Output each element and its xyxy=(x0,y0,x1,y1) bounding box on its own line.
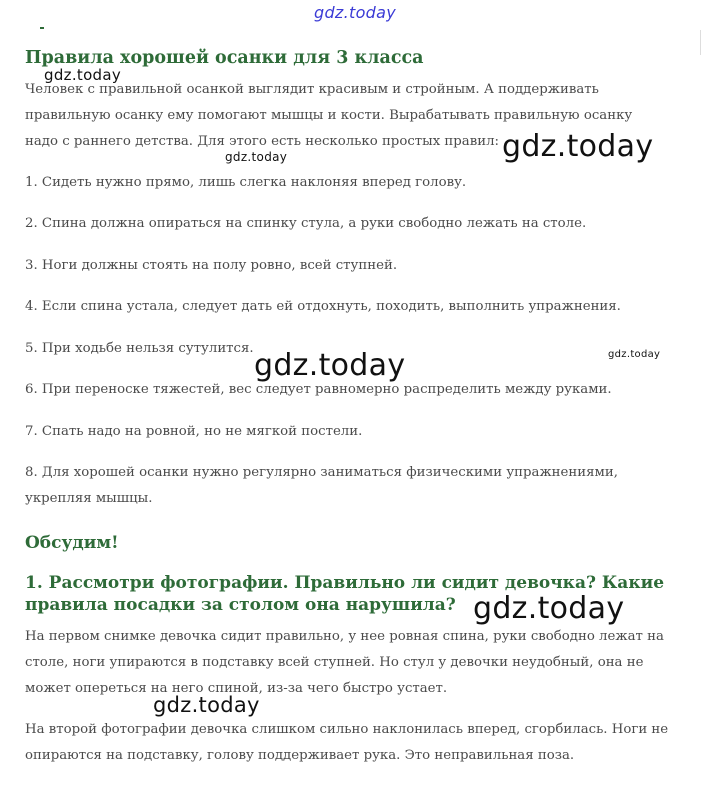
watermark-small-2: gdz.today xyxy=(225,150,288,164)
question-title-line-2: правила посадки за столом она нарушила? xyxy=(25,595,456,615)
answer-1-line-1: На первом снимке девочка сидит правильно, у нее ровная спина, руки свободно лежат на xyxy=(25,629,664,644)
divider-line xyxy=(700,30,701,55)
intro-line-3: надо с раннего детства. Для этого есть несколько простых правил: xyxy=(25,134,500,149)
rule-item-1: 1. Сидеть нужно прямо, лишь слегка наклоняя вперед голову. xyxy=(25,175,467,190)
rule-item-4: 4. Если спина устала, следует дать ей отдохнуть, походить, выполнить упражнения. xyxy=(25,299,621,314)
watermark-large-2: gdz.today xyxy=(254,348,406,383)
watermark-tiny: gdz.today xyxy=(608,349,661,360)
answer-1-line-3: может опереться на него спиной, из-за чего быстро устает. xyxy=(25,681,448,696)
page-title: Правила хорошей осанки для 3 класса xyxy=(25,48,424,68)
watermark-large-3: gdz.today xyxy=(473,591,625,626)
rule-item-7: 7. Спать надо на ровной, но не мягкой постели. xyxy=(25,424,363,439)
decorative-dash xyxy=(40,27,44,29)
discuss-heading: Обсудим! xyxy=(25,533,119,553)
rule-item-8-line-1: 8. Для хорошей осанки нужно регулярно заниматься физическими упражнениями, xyxy=(25,465,618,480)
watermark-small-1: gdz.today xyxy=(44,66,122,84)
question-title-line-1: 1. Рассмотри фотографии. Правильно ли сидит девочка? Какие xyxy=(25,573,665,593)
watermark-large-1: gdz.today xyxy=(502,129,654,164)
intro-line-2: правильную осанку ему помогают мышцы и кости. Вырабатывать правильную осанку xyxy=(25,108,633,123)
answer-2-line-2: опираются на подставку, голову поддерживает рука. Это неправильная поза. xyxy=(25,748,575,763)
rule-item-2: 2. Спина должна опираться на спинку стула, а руки свободно лежать на столе. xyxy=(25,216,587,231)
rule-item-8-line-2: укрепляя мышцы. xyxy=(25,491,153,506)
intro-line-1: Человек с правильной осанкой выглядит красивым и стройным. А поддерживать xyxy=(25,82,599,97)
answer-2-line-1: На второй фотографии девочка слишком сильно наклонилась вперед, сгорбилась. Ноги не xyxy=(25,722,669,737)
watermark-top: gdz.today xyxy=(314,3,396,22)
rule-item-5: 5. При ходьбе нельзя сутулится. xyxy=(25,341,254,356)
rule-item-6: 6. При переноске тяжестей, вес следует равномерно распределить между руками. xyxy=(25,382,612,397)
answer-1-line-2: столе, ноги упираются в подставку всей ступней. Но стул у девочки неудобный, она не xyxy=(25,655,644,670)
watermark-medium: gdz.today xyxy=(153,693,260,717)
rule-item-3: 3. Ноги должны стоять на полу ровно, всей ступней. xyxy=(25,258,398,273)
